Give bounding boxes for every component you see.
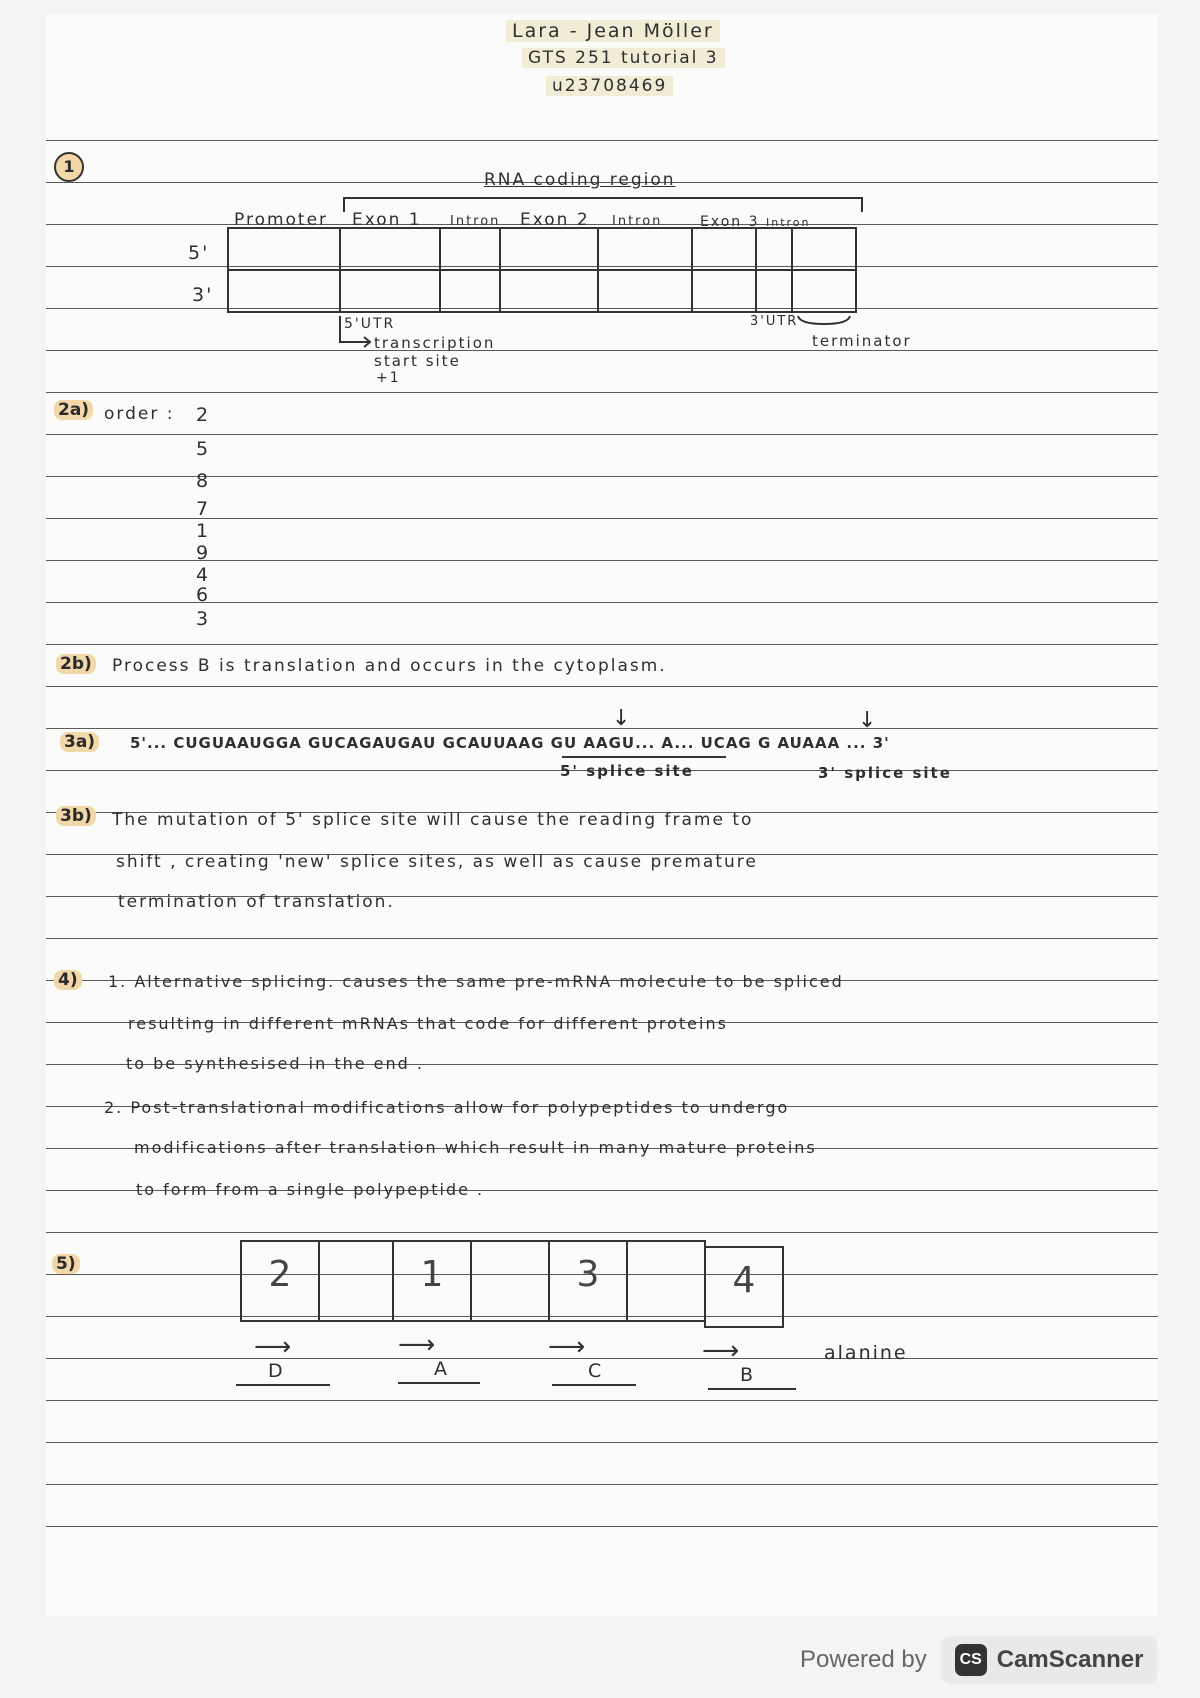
q3b-label: 3b) [56, 806, 96, 826]
q3b-line2: shift , creating 'new' splice sites, as well as cause premature [116, 852, 758, 872]
powered-by-text: Powered by [800, 1646, 927, 1673]
strand-label-5prime: 5' [188, 242, 210, 264]
ruled-line [46, 350, 1158, 351]
student-number: u23708469 [546, 76, 673, 96]
q5-letter: C [588, 1360, 604, 1382]
q5-letter-underline [552, 1384, 636, 1386]
q5-letter-underline [708, 1388, 796, 1390]
tss-label: transcription [374, 334, 496, 352]
tss-position: +1 [376, 370, 401, 386]
q5-box-number: 1 [420, 1254, 444, 1295]
q5-spacer-box [318, 1240, 394, 1322]
ruled-line [46, 476, 1158, 477]
ruled-line [46, 518, 1158, 519]
ruled-line [46, 728, 1158, 729]
ruled-line [46, 1358, 1158, 1359]
ruled-line [46, 938, 1158, 939]
tss-label-2: start site [374, 352, 461, 370]
q5-arrow-icon: ⟶ [702, 1336, 740, 1366]
q4-label: 4) [54, 970, 82, 990]
q4-point2-line1: 2. Post-translational modifications allow for polypeptides to undergo [104, 1098, 790, 1117]
segment-label-intron3: Intron [766, 216, 811, 229]
q5-box-number: 2 [268, 1254, 292, 1295]
ruled-line [46, 560, 1158, 561]
ruled-line [46, 602, 1158, 603]
order-item: 8 [196, 470, 211, 492]
q5-spacer-box [626, 1240, 706, 1322]
terminator-label: terminator [812, 332, 912, 350]
q2a-label: 2a) [54, 400, 93, 420]
q3a-label: 3a) [60, 732, 99, 752]
order-item: 2 [196, 404, 211, 426]
q5-label: 5) [52, 1254, 80, 1274]
q4-point1-line1: 1. Alternative splicing. causes the same pre-mRNA molecule to be spliced [108, 972, 844, 991]
q4-point1-line3: to be synthesised in the end . [126, 1054, 424, 1073]
q5-box-number: 4 [732, 1260, 756, 1301]
q5-box-number: 3 [576, 1254, 600, 1295]
q5-arrow-icon: ⟶ [548, 1332, 586, 1362]
notebook-page [46, 14, 1158, 1616]
ruled-line [46, 434, 1158, 435]
order-item: 9 [196, 542, 211, 564]
order-item: 5 [196, 438, 211, 460]
segment-label-exon1: Exon 1 [352, 210, 422, 230]
student-name: Lara - Jean Möller [506, 20, 720, 42]
q4-point1-line2: resulting in different mRNAs that code for different proteins [128, 1014, 728, 1033]
gene-diagram [226, 226, 860, 314]
splice5-underline [562, 756, 726, 758]
rna-coding-region-label: RNA coding region [484, 170, 676, 190]
order-item: 6 [196, 584, 211, 606]
q1-number: 1 [54, 152, 84, 182]
q5-letter-underline [398, 1382, 480, 1384]
camscanner-footer [800, 1634, 1157, 1686]
ruled-line [46, 1526, 1158, 1527]
segment-label-promoter: Promoter [234, 210, 329, 230]
order-item: 7 [196, 498, 211, 520]
splice3-label: 3' splice site [818, 764, 952, 782]
q4-point2-line3: to form from a single polypeptide . [136, 1180, 485, 1199]
q2a-text: order : [104, 404, 175, 424]
splice5-arrow-icon: ↓ [612, 706, 631, 731]
camscanner-badge [941, 1636, 1158, 1684]
splice5-label: 5' splice site [560, 762, 694, 780]
camscanner-logo-icon: CS [955, 1644, 987, 1676]
q3b-line1: The mutation of 5' splice site will cause the reading frame to [112, 810, 754, 830]
q3a-sequence: 5'... CUGUAAUGGA GUCAGAUGAU GCAUUAAG GU AAGU... A... UCAG G AUAAA ... 3' [130, 734, 890, 752]
q5-letter-underline [236, 1384, 330, 1386]
course-title: GTS 251 tutorial 3 [522, 48, 725, 68]
ruled-line [46, 392, 1158, 393]
ruled-line [46, 1400, 1158, 1401]
q5-letter: B [740, 1364, 756, 1386]
order-item: 4 [196, 564, 211, 586]
q2b-label: 2b) [56, 654, 96, 674]
q4-point2-line2: modifications after translation which result in many mature proteins [134, 1138, 817, 1157]
segment-label-exon3: Exon 3 [700, 214, 760, 230]
ruled-line [46, 224, 1158, 225]
q5-end-label: alanine [824, 1342, 908, 1364]
segment-label-intron1: Intron [450, 214, 501, 229]
ruled-line [46, 1484, 1158, 1485]
ruled-line [46, 1232, 1158, 1233]
splice3-arrow-icon: ↓ [858, 708, 877, 733]
ruled-line [46, 1442, 1158, 1443]
q5-letter: A [434, 1358, 449, 1380]
utr3-label: 3'UTR [750, 314, 799, 329]
order-item: 3 [196, 608, 211, 630]
ruled-line [46, 686, 1158, 687]
q5-arrow-icon: ⟶ [254, 1332, 292, 1362]
order-item: 1 [196, 520, 211, 542]
utr3-brace [794, 312, 854, 330]
q5-arrow-icon: ⟶ [398, 1330, 436, 1360]
ruled-line [46, 644, 1158, 645]
segment-label-intron2: Intron [612, 214, 663, 229]
q2b-answer: Process B is translation and occurs in the cytoplasm. [112, 656, 667, 676]
segment-label-exon2: Exon 2 [520, 210, 590, 230]
q3b-line3: termination of translation. [118, 892, 395, 912]
camscanner-brand: CamScanner [996, 1646, 1144, 1673]
q5-spacer-box [470, 1240, 550, 1322]
ruled-line [46, 140, 1158, 141]
strand-label-3prime: 3' [192, 284, 214, 306]
q5-letter: D [268, 1360, 285, 1382]
utr5-label: 5'UTR [344, 316, 396, 332]
